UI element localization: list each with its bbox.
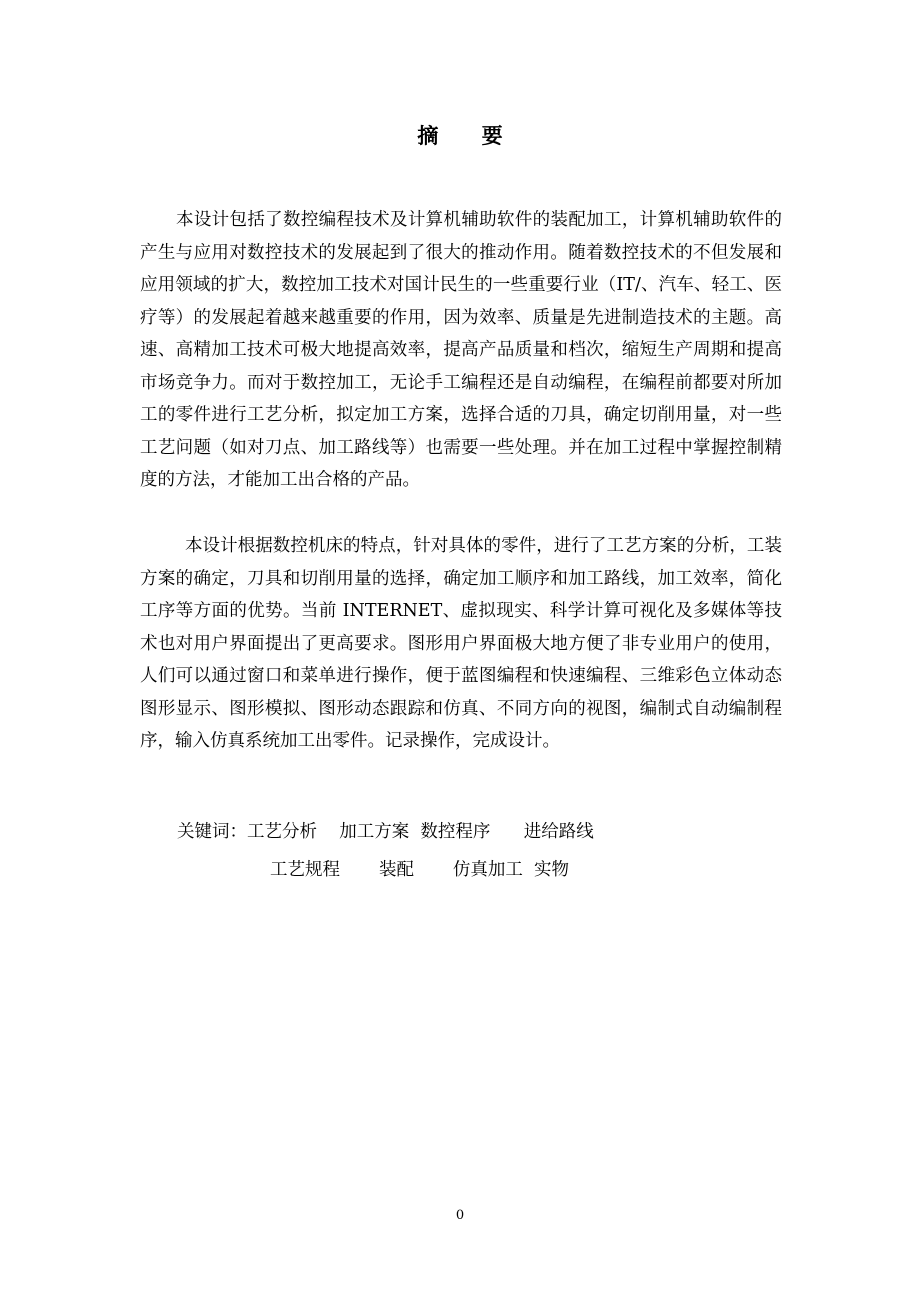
page-number: 0 bbox=[455, 1208, 465, 1223]
abstract-paragraph-1: 本设计包括了数控编程技术及计算机辅助软件的装配加工，计算机辅助软件的产生与应用对数控技术的发展起到了很大的推动作用。随着数控技术的不但发展和应用领域的扩大，数控加工技术对国计民生的一些重要行业（IT/、汽车、轻工、医疗等）的发展起着越来越重要的作用，因为效率、质量是先进制造技术的主题。高速、高精加工技术可极大地提高效率，提高产品质量和档次，缩短生产周期和提高市场竞争力。而对于数控加工，无论手工编程还是自动编程，在编程前都要对所加工的零件进行工艺分析，拟定加工方案，选择合适的刀具，确定切削用量，对一些工艺问题（如对刀点、加工路线等）也需要一些处理。并在加工过程中掌握控制精度的方法，才能加工出合格的产品。 bbox=[140, 210, 782, 490]
abstract-paragraph-2: 本设计根据数控机床的特点，针对具体的零件，进行了工艺方案的分析，工装方案的确定，刀具和切削用量的选择，确定加工顺序和加工路线，加工效率，简化工序等方面的优势。当前 INTERNET、虚拟现实、科学计算可视化及多媒体等技术也对用户界面提出了更高要求。图形用户界面极大地方便了非专业用户的使用，人们可以通过窗口和菜单进行操作，便于蓝图编程和快速编程、三维彩色立体动态图形显示、图形模拟、图形动态跟踪和仿真、不同方向的视图，编制式自动编制程序，输入仿真系统加工出零件。记录操作，完成设计。 bbox=[140, 536, 782, 751]
abstract-title: 摘 要 bbox=[417, 123, 521, 148]
keywords-line-1: 关键词：工艺分析 加工方案 数控程序 进给路线 bbox=[177, 822, 594, 842]
keywords-line-2: 工艺规程 装配 仿真加工 实物 bbox=[270, 860, 570, 880]
